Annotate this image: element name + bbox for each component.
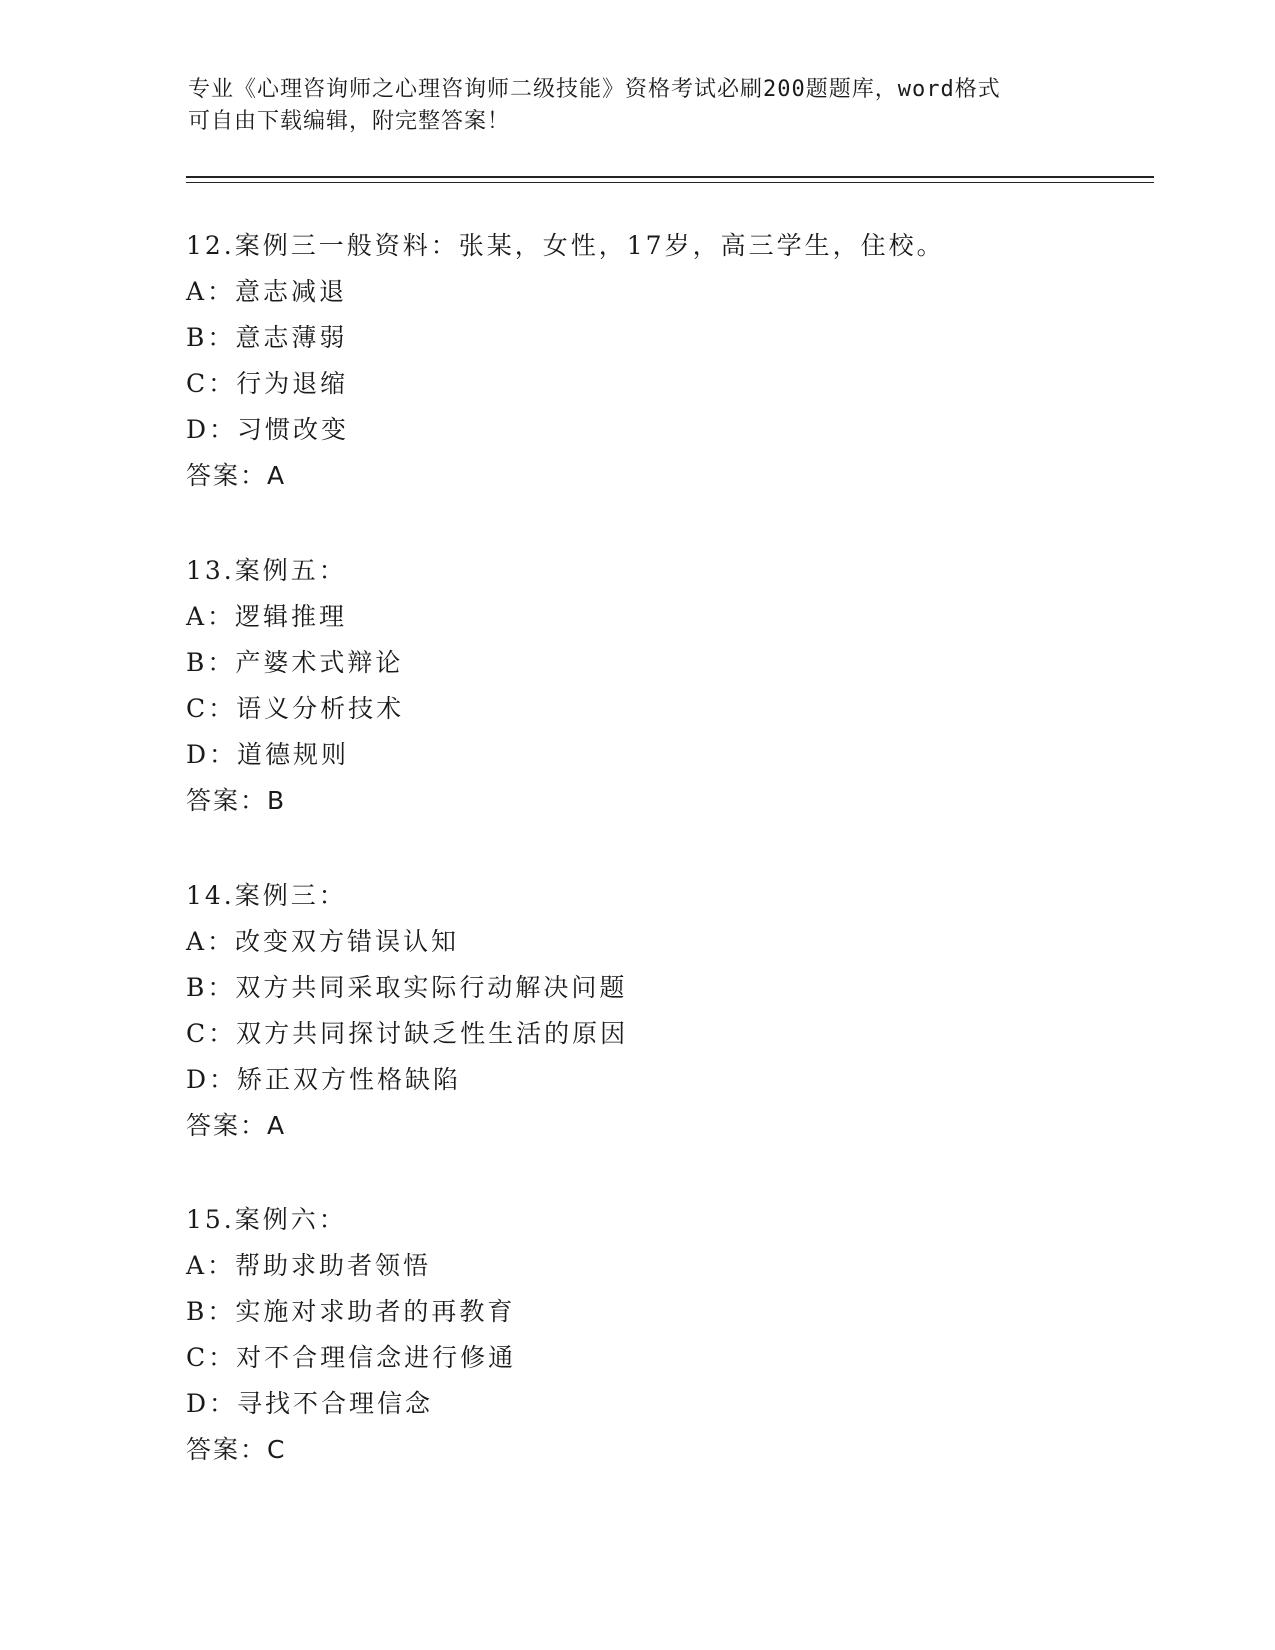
option-d: D：寻找不合理信念 (186, 1389, 434, 1418)
header-divider-thick (186, 176, 1154, 178)
option-d: D：习惯改变 (186, 415, 350, 444)
question-14 (186, 873, 1186, 1149)
option-a: A：意志减退 (186, 277, 348, 306)
option-a: A：逻辑推理 (186, 602, 348, 631)
question-13 (186, 548, 1186, 824)
option-b: B：实施对求助者的再教育 (186, 1297, 516, 1326)
option-b: B：双方共同采取实际行动解决问题 (186, 973, 628, 1002)
option-b: B：意志薄弱 (186, 323, 348, 352)
header-line-2: 可自由下载编辑，附完整答案！ (188, 109, 511, 134)
header-divider-thin (186, 182, 1154, 183)
question-stem: 12.案例三一般资料：张某，女性，17岁，高三学生，住校。 (186, 231, 945, 260)
option-b: B：产婆术式辩论 (186, 648, 404, 677)
option-d: D：矫正双方性格缺陷 (186, 1065, 462, 1094)
option-a: A：帮助求助者领悟 (186, 1251, 432, 1280)
question-stem: 15.案例六： (186, 1205, 347, 1234)
option-d: D：道德规则 (186, 740, 350, 769)
answer-line: 答案：A (186, 1111, 287, 1140)
question-stem: 14.案例三： (186, 881, 347, 910)
option-c: C：双方共同探讨缺乏性生活的原因 (186, 1019, 629, 1048)
answer-line: 答案：A (186, 461, 287, 490)
answer-line: 答案：B (186, 786, 287, 815)
document-header (188, 74, 1088, 138)
question-stem: 13.案例五： (186, 556, 347, 585)
option-c: C：对不合理信念进行修通 (186, 1343, 517, 1372)
option-c: C：行为退缩 (186, 369, 349, 398)
option-a: A：改变双方错误认知 (186, 927, 460, 956)
question-15 (186, 1197, 1186, 1473)
question-12 (186, 223, 1186, 499)
option-c: C：语义分析技术 (186, 694, 405, 723)
answer-line: 答案：C (186, 1435, 287, 1464)
header-line-1: 专业《心理咨询师之心理咨询师二级技能》资格考试必刷200题题库，word格式 (188, 77, 1001, 102)
